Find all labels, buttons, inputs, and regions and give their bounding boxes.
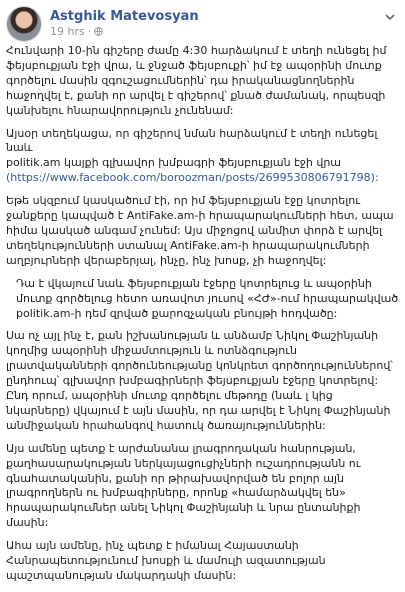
- paragraph-2: Այսօր տեղեկացա, որ գիշերով նման հարձակում է տեղի ունեցել նաև: [6, 126, 378, 155]
- post-header: [6, 4, 199, 44]
- paragraph-2-site: politik.am կայքի գլխավոր խմբագրի ֆեյսբուքյան էջի վրա: [6, 156, 342, 170]
- post-time[interactable]: 19 hrs: [50, 25, 85, 38]
- paragraph-1: Հունվարի 10-ին գիշերը ժամը 4:30 հարձակում է տեղի ունեցել իմ ֆեյսբուքյան էջի վրա, և ջնջած ֆեյսբուքի՝ իմ էջ ապօրինի մուտք գործելու մասին զգուշացումներին՝ դա իրականացնողներին հաջողվել է, քանի որ արվել է գիշերով՝ քնած ժամանակ, որպեսզի կանխելու հնարավորություն չունենամ:: [6, 44, 387, 117]
- chevron-down-icon[interactable]: [383, 10, 397, 24]
- paragraph-7: Ահա այն ամենը, ինչ պետք է իմանալ Հայաստանի Հանրապետությունում խոսքի և մամուլի ազատության պաշտպանության մակարդակի մասին:: [6, 539, 326, 582]
- globe-icon[interactable]: [94, 27, 103, 36]
- paragraph-6: Այս ամենը պետք է արժանանա լրագրողական հանրության, քաղհասարակության ներկայացուցիչների ուշադրությանն ու գնահատականին, քանի որ թիրախավորված են բոլոր այն լրագրողներն ու խմբագիրները, որոնք «համարձակվել են» հրապարակումներ անել Նիկոլ Փաշինյանի և նրա ընտանիքի մասին:: [6, 441, 361, 530]
- post-body: [6, 44, 399, 592]
- paragraph-4: Դա է վկայում նաև ֆեյսբուքյան էջերը կոտրելուց և ապօրինի մուտք գործելուց հետո առավոտ յուսով «ՀԺ»-ում հրապարակված politik.am-ի դեմ զրված քարոզչական բնույթի հոդվածը:: [16, 276, 399, 320]
- post-subline: [50, 24, 199, 39]
- meta-separator: ·: [87, 25, 92, 38]
- post-meta: [50, 9, 199, 39]
- author-name[interactable]: Astghik Matevosyan: [50, 9, 199, 24]
- avatar[interactable]: [6, 6, 42, 42]
- post-link[interactable]: (https://www.facebook.com/boroozman/posts/2699530806791798):: [6, 171, 379, 185]
- paragraph-5: Սա ոչ այլ ինչ է, քան իշխանության և անձամբ Նիկոլ Փաշինյանի կողմից ապօրինի միջամտություն և ոտնձգություն լրատվականների գործունեությանը կոնկրետ գործողություններով՝ ընդհուպ՝ գլխավոր խմբագիրների ֆեյսբուքյան էջերը կոտրելով: Ընդ որում, ապօրինի մուտք գործելու մեթոդը (նաև լ կից նկարները) վկայում է այն մասին, որ դա արվել է Նիկոլ Փաշինյանի անմիջական հրահանգով հատուկ ծառայություններին:: [6, 329, 393, 432]
- paragraph-3: Եթե սկզբում կասկածում էի, որ իմ ֆեյսբուքյան էջը կոտրելու ջանքերը կապված է AntiFake.am-ի հրապարակումների հետ, ապա հիմա կասկած անգամ չունեմ: Այս միջոցով անմիտ փորձ է արվել տեղեկությունների ստանալ AntiFake.am-ի հրապարակումների աղբյուրների վերաբերյալ, ինչը, ինչ խոսք, չի հաջողվել:: [6, 194, 394, 267]
